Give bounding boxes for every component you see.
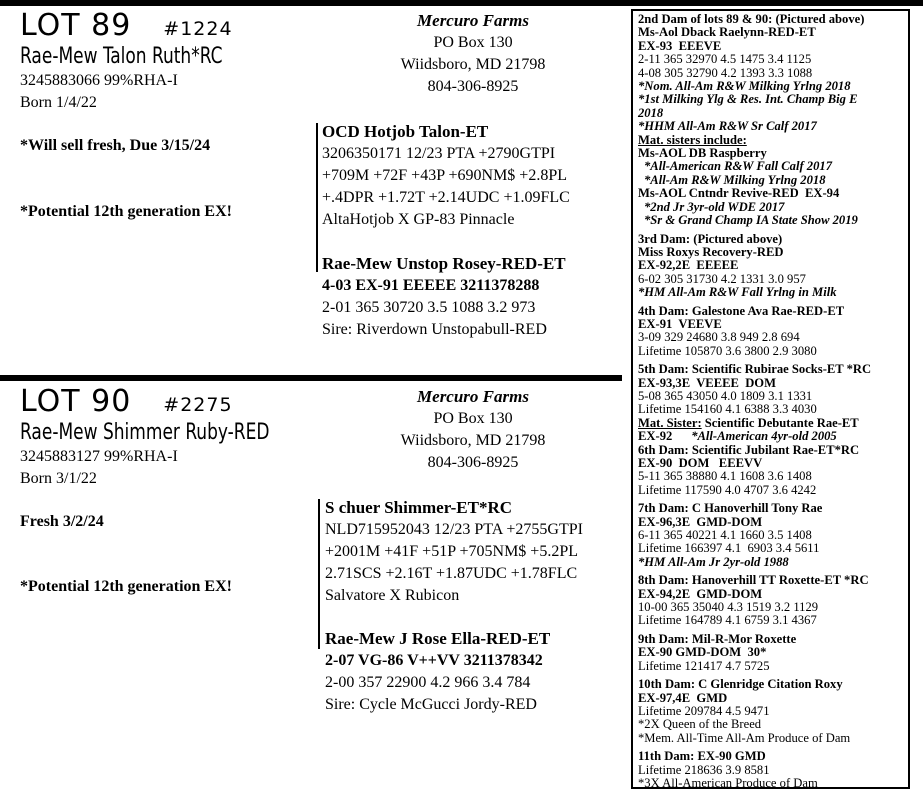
pedigree-line: *All-Am R&W Milking Yrlng 2018 [644, 172, 826, 187]
sire-line-1: 3206350171 12/23 PTA +2790GTPI [322, 145, 556, 162]
pedigree-bracket [318, 499, 320, 649]
birth-date: Born 1/4/22 [20, 94, 97, 111]
sire-line-2: +709M +72F +43P +690NM$ +2.8PL [322, 167, 567, 184]
pedigree-line: 5-11 365 38880 4.1 1608 3.6 1408 [638, 469, 812, 484]
pedigree-line: 4-08 305 32790 4.2 1393 3.3 1088 [638, 65, 813, 80]
pedigree-line: 10th Dam: C Glenridge Citation Roxy [638, 677, 843, 692]
pedigree-line: 6-11 365 40221 4.1 1660 3.5 1408 [638, 528, 812, 543]
pedigree-line: 6th Dam: Scientific Jubilant Rae-ET*RC [638, 442, 860, 457]
pedigree-line: 2-11 365 32970 4.5 1475 3.4 1125 [638, 52, 812, 67]
lot-divider-rule [0, 375, 622, 381]
dam-block [322, 253, 566, 341]
registration-line: 3245883127 99%RHA-I [20, 448, 178, 465]
pedigree-line: Ms-AOL Cntndr Revive-RED EX-94 [638, 186, 840, 201]
farm-phone: 804-306-8925 [427, 454, 519, 471]
consignor-block [353, 10, 593, 98]
pedigree-line: EX-91 VEEVE [638, 316, 722, 331]
pedigree-line: 2018 [638, 105, 664, 120]
pedigree-line: Ms-Aol Dback Raelynn-RED-ET [638, 25, 816, 40]
lot-tag: #1224 [163, 18, 233, 40]
cow-name: Rae-Mew Shimmer Ruby-RED [20, 420, 270, 445]
pedigree-line: *Sr & Grand Champ IA State Show 2019 [644, 213, 858, 228]
pedigree-line: 11th Dam: EX-90 GMD [638, 749, 766, 764]
pedigree-line: *HM All-Am Jr 2yr-old 1988 [638, 554, 789, 569]
pedigree-line: Miss Roxys Recovery-RED [638, 244, 784, 259]
pedigree-line [638, 417, 908, 430]
farm-name: Mercuro Farms [417, 387, 529, 406]
lot-90-heading [20, 384, 233, 419]
pedigree-text: *All-American 4yr-old 2005 [672, 429, 837, 444]
sire-line-3: +.4DPR +1.72T +2.14UDC +1.09FLC [322, 189, 570, 206]
farm-name: Mercuro Farms [417, 11, 529, 30]
sire-line-3: 2.71SCS +2.16T +1.87UDC +1.78FLC [325, 565, 578, 582]
pedigree-line: *All-American R&W Fall Calf 2017 [644, 159, 832, 174]
farm-address-2: Wiidsboro, MD 21798 [400, 56, 546, 73]
pedigree-line: 9th Dam: Mil-R-Mor Roxette [638, 631, 797, 646]
pedigree-line: 7th Dam: C Hanoverhill Tony Rae [638, 501, 823, 516]
pedigree-label: EX-92 [638, 429, 673, 444]
dam-name: Rae-Mew J Rose Ella-RED-ET [325, 629, 551, 648]
pedigree-line: *2nd Jr 3yr-old WDE 2017 [644, 199, 785, 214]
dam-block [325, 628, 550, 716]
pedigree-line: *2X Queen of the Breed [638, 717, 762, 732]
lot-number: LOT 90 [20, 384, 132, 419]
cow-name: Rae-Mew Talon Ruth*RC [20, 44, 223, 69]
sire-line-2: +2001M +41F +51P +705NM$ +5.2PL [325, 543, 578, 560]
pedigree-line: Lifetime 105870 3.6 3800 2.9 3080 [638, 343, 817, 358]
sire-line-1: NLD715952043 12/23 PTA +2755GTPI [325, 521, 583, 538]
pedigree-line: EX-92,2E EEEEE [638, 258, 739, 273]
pedigree-line: EX-97,4E GMD [638, 690, 728, 705]
pedigree-line: Lifetime 218636 3.9 8581 [638, 762, 770, 777]
pedigree-bracket [316, 123, 318, 272]
generation-note: *Potential 12th generation EX! [20, 578, 232, 595]
dam-sire: Sire: Riverdown Unstopabull-RED [322, 321, 547, 338]
pedigree-line: EX-90 GMD-DOM 30* [638, 645, 767, 660]
top-rule [0, 0, 923, 6]
sale-note: *Will sell fresh, Due 3/15/24 [20, 137, 211, 154]
pedigree-line: *HM All-Am R&W Fall Yrlng in Milk [638, 285, 837, 300]
pedigree-line: EX-94,2E GMD-DOM [638, 586, 763, 601]
pedigree-line: 8th Dam: Hanoverhill TT Roxette-ET *RC [638, 573, 869, 588]
pedigree-line: *HHM All-Am R&W Sr Calf 2017 [638, 119, 817, 134]
pedigree-line: Lifetime 209784 4.5 9471 [638, 703, 770, 718]
pedigree-line: EX-93,3E VEEEE DOM [638, 375, 776, 390]
dam-classification: 2-07 VG-86 V++VV 3211378342 [325, 652, 543, 669]
sire-line-4: Salvatore X Rubicon [325, 587, 460, 604]
consignor-block [353, 386, 593, 474]
pedigree-line: Lifetime 121417 4.7 5725 [638, 658, 770, 673]
pedigree-line: EX-93 EEEVE [638, 38, 722, 53]
dam-name: Rae-Mew Unstop Rosey-RED-ET [322, 254, 566, 273]
sire-block [322, 121, 570, 231]
pedigree-line: 3rd Dam: (Pictured above) [638, 231, 783, 246]
pedigree-line: *Mem. All-Time All-Am Produce of Dam [638, 730, 851, 745]
sire-name: S chuer Shimmer-ET*RC [325, 498, 512, 517]
pedigree-line: Lifetime 164789 4.1 6759 3.1 4367 [638, 613, 817, 628]
pedigree-line: EX-96,3E GMD-DOM [638, 514, 763, 529]
pedigree-line: *3X All-American Produce of Dam [638, 775, 818, 789]
pedigree-line [638, 430, 908, 443]
sire-name: OCD Hotjob Talon-ET [322, 122, 489, 141]
pedigree-line: 5-08 365 43050 4.0 1809 3.1 1331 [638, 388, 813, 403]
birth-date: Born 3/1/22 [20, 470, 97, 487]
farm-address-1: PO Box 130 [433, 410, 513, 427]
dam-record: 2-01 365 30720 3.5 1088 3.2 973 [322, 299, 536, 316]
registration-line: 3245883066 99%RHA-I [20, 72, 178, 89]
pedigree-line: 4th Dam: Galestone Ava Rae-RED-ET [638, 303, 845, 318]
pedigree-line: 5th Dam: Scientific Rubirae Socks-ET *RC [638, 362, 872, 377]
pedigree-line: *Nom. All-Am R&W Milking Yrlng 2018 [638, 79, 851, 94]
dam-sire: Sire: Cycle McGucci Jordy-RED [325, 696, 537, 713]
pedigree-line: Lifetime 154160 4.1 6388 3.3 4030 [638, 402, 817, 417]
pedigree-line: Lifetime 166397 4.1 6903 3.4 5611 [638, 541, 820, 556]
farm-address-1: PO Box 130 [433, 34, 513, 51]
dam-record: 2-00 357 22900 4.2 966 3.4 784 [325, 674, 531, 691]
farm-address-2: Wiidsboro, MD 21798 [400, 432, 546, 449]
pedigree-label: Mat. Sister: [638, 415, 702, 430]
farm-phone: 804-306-8925 [427, 78, 519, 95]
dam-pedigree-box [631, 9, 910, 789]
dam-classification: 4-03 EX-91 EEEEE 3211378288 [322, 277, 540, 294]
pedigree-line: 3-09 329 24680 3.8 949 2.8 694 [638, 330, 800, 345]
sire-line-4: AltaHotjob X GP-83 Pinnacle [322, 211, 515, 228]
pedigree-line: Lifetime 117590 4.0 4707 3.6 4242 [638, 482, 817, 497]
generation-note: *Potential 12th generation EX! [20, 203, 232, 220]
pedigree-line: 6-02 305 31730 4.2 1331 3.0 957 [638, 271, 806, 286]
sire-block [325, 497, 583, 607]
pedigree-line: EX-90 DOM EEEVV [638, 456, 763, 470]
pedigree-text: Scientific Debutante Rae-ET [701, 415, 859, 430]
pedigree-line: Mat. sisters include: [638, 132, 747, 147]
pedigree-line: *1st Milking Ylg & Res. Int. Champ Big E [638, 92, 858, 107]
pedigree-line: Ms-AOL DB Raspberry [638, 146, 767, 161]
lot-number: LOT 89 [20, 8, 132, 43]
pedigree-line: 2nd Dam of lots 89 & 90: (Pictured above) [638, 12, 865, 26]
lot-tag: #2275 [163, 394, 233, 416]
pedigree-line: 10-00 365 35040 4.3 1519 3.2 1129 [638, 600, 819, 615]
lot-89-heading [20, 8, 233, 43]
sale-note: Fresh 3/2/24 [20, 513, 104, 530]
